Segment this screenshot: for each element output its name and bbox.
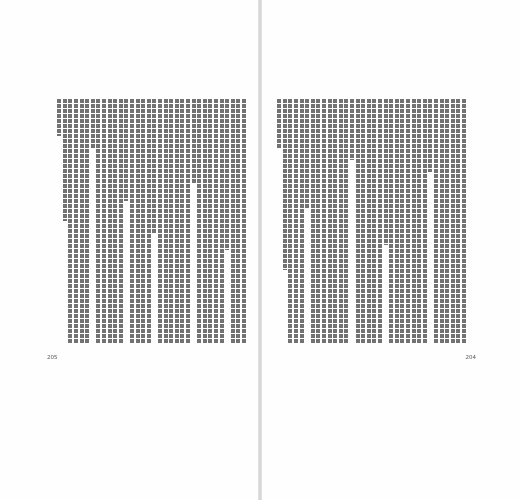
right-text-column [356,99,360,343]
right-text-column [406,99,410,343]
right-text-column [300,99,304,343]
right-text-column [417,99,421,343]
left-text-column [158,99,162,343]
right-text-column [305,99,309,209]
left-text-column [236,99,240,343]
right-text-column [372,99,376,343]
left-text-column [152,99,156,233]
left-text-column [180,99,184,343]
right-text-column [412,99,416,343]
right-text-column [395,99,399,343]
left-text-column [136,99,140,343]
right-text-column [322,99,326,343]
left-text-column [242,99,246,343]
left-text-column [113,99,117,343]
right-text-column [294,99,298,343]
left-page-footer [47,355,62,361]
right-text-column [316,99,320,343]
right-text-column [361,99,365,343]
left-text-column [63,99,67,221]
right-text-column [445,99,449,343]
left-text-column [164,99,168,343]
right-text-column [456,99,460,343]
left-text-column [147,99,151,343]
left-text-column [124,99,128,201]
left-text-column [231,99,235,343]
left-text-column [220,99,224,343]
left-text-column [197,99,201,343]
left-text-column [57,99,61,136]
left-text-column [68,99,72,343]
left-text-column [74,99,78,343]
left-text-column [141,99,145,343]
right-text-column [328,99,332,343]
right-text-column [400,99,404,343]
right-text-column [389,99,393,343]
right-text-column [451,99,455,343]
left-text-column [85,99,89,343]
left-text-column [169,99,173,343]
right-text-column [423,99,427,343]
left-text-column [130,99,134,343]
right-page-footer [462,355,477,361]
right-text-column [344,99,348,343]
right-text-column [434,99,438,343]
right-page-text-block [280,99,466,343]
left-text-column [203,99,207,343]
left-text-column [192,99,196,184]
left-text-column [102,99,106,343]
left-text-column [91,99,95,148]
right-text-column [440,99,444,343]
right-text-column [283,99,287,270]
right-text-column [384,99,388,245]
right-text-column [277,99,281,148]
left-text-column [119,99,123,343]
left-page-number: 205 [47,355,58,361]
left-text-column [96,99,100,343]
left-text-column [80,99,84,343]
left-page [0,0,258,500]
right-text-column [378,99,382,343]
left-text-column [175,99,179,343]
right-text-column [311,99,315,343]
left-text-column [225,99,229,250]
left-text-column [208,99,212,343]
left-text-column [214,99,218,343]
left-text-column [186,99,190,343]
left-text-column [108,99,112,343]
right-text-column [339,99,343,343]
right-text-column [428,99,432,172]
right-text-column [350,99,354,160]
left-page-text-block [56,99,246,343]
right-page-number: 204 [465,355,476,361]
right-text-column [462,99,466,343]
right-text-column [367,99,371,343]
right-text-column [333,99,337,343]
right-page [262,0,520,500]
right-text-column [288,99,292,343]
